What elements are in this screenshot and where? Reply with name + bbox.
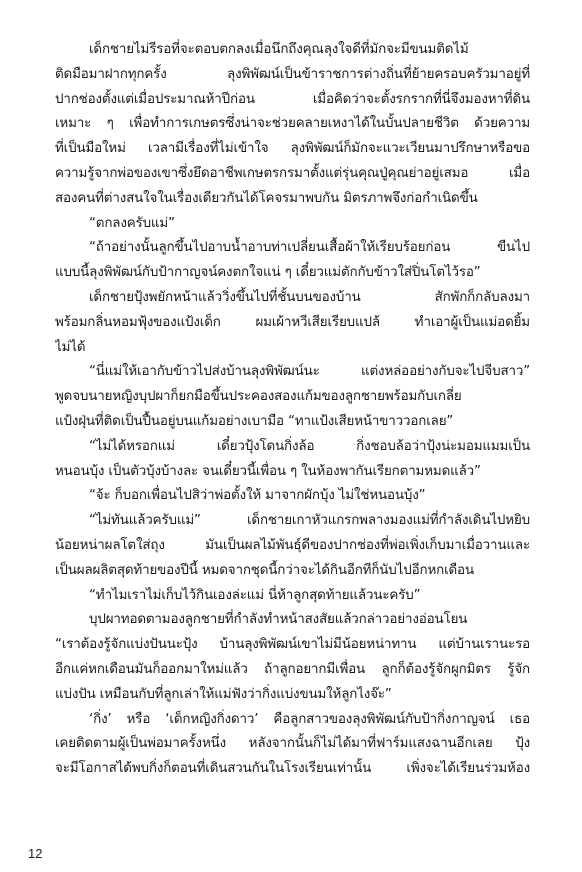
body-text — [55, 38, 530, 782]
text-line: ‘กิ่ง’ หรือ ‘เด็กหญิงกิ่งดาว’ คือลูกสาวของลุงพิพัฒน์กับป้ากิ่งกาญจน์ เธอ — [89, 711, 530, 727]
page-number: 12 — [28, 846, 43, 861]
text-line: จะมีโอกาสได้พบกิ่งก็ตอนที่เดินสวนกันในโรงเรียนเท่านั้น เพิ่งจะได้เรียนร่วมห้อง — [55, 761, 530, 777]
text-line: เคยติดตามผู้เป็นพ่อมาครั้งหนึ่ง หลังจากนั้นก็ไม่ได้มาที่ฟาร์มแสงฉานอีกเลย ปุ้ง — [55, 736, 530, 752]
text-line: เป็นผลผลิตสุดท้ายของปีนี้ หมดจากชุดนี้กว่าจะได้กินอีกทีก็นับไปอีกหกเดือน — [55, 562, 474, 578]
text-line: อีกแค่หกเดือนมันก็ออกมาใหม่แล้ว ถ้าลูกอยากมีเพื่อน ลูกก็ต้องรู้จักผูกมิตร รู้จัก — [55, 661, 530, 677]
text-line: ที่เป็นมือใหม่ เวลามีเรื่องที่ไม่เข้าใจ ลุงพิพัฒน์ก็มักจะแวะเวียนมาปรึกษาหรือขอ — [55, 141, 530, 157]
text-line: “ตกลงครับแม่” — [89, 215, 175, 231]
text-line: ไม่ได้ — [55, 339, 86, 355]
text-line: แบ่งปัน เหมือนกับที่ลูกเล่าให้แม่ฟังว่ากิ่งแบ่งขนมให้ลูกไงจ๊ะ” — [55, 686, 392, 702]
text-line: แป้งฝุ่นที่ติดเป็นปื้นอยู่บนแก้มอย่างเบามือ “ทาแป้งเสียหน้าขาววอกเลย” — [55, 413, 454, 429]
text-line: เด็กชายปุ้งพยักหน้าแล้ววิ่งขึ้นไปที่ชั้นบนของบ้าน สักพักก็กลับลงมา — [89, 289, 530, 305]
text-line: เหมาะ ๆ เพื่อทำการเกษตรซึ่งน่าจะช่วยคลายเหงาได้ในบั้นปลายชีวิต ด้วยความ — [55, 116, 530, 132]
text-line: พร้อมกลิ่นหอมฟุ้งของแป้งเด็ก ผมเผ้าหวีเสียเรียบแปล้ ทำเอาผู้เป็นแม่อดยิ้ม — [55, 314, 530, 330]
text-line: หนอนบุ้ง เป็นตัวบุ้งบ้างละ จนเดี๋ยวนี้เพื่อน ๆ ในห้องพากันเรียกตามหมดแล้ว” — [55, 463, 481, 479]
text-line: พูดจบนายหญิงบุปผาก็ยกมือขึ้นประคองสองแก้มของลูกชายพร้อมกับเกลี่ย — [55, 389, 462, 405]
text-line: ติดมือมาฝากทุกครั้ง ลุงพิพัฒน์เป็นข้าราชการต่างถิ่นที่ย้ายครอบครัวมาอยู่ที่ — [55, 66, 530, 82]
text-line: น้อยหน่าผลโตใส่ถุง มันเป็นผลไม้พันธุ์ดีของปากช่องที่พ่อเพิ่งเก็บมาเมื่อวานและ — [55, 537, 530, 553]
text-line: “ทำไมเราไม่เก็บไว้กินเองล่ะแม่ นี่ห้าลูกสุดท้ายแล้วนะครับ” — [89, 587, 421, 603]
text-line: “ถ้าอย่างนั้นลูกขึ้นไปอาบน้ำอาบท่าเปลี่ยนเสื้อผ้าให้เรียบร้อยก่อน ขืนไป — [89, 240, 530, 256]
text-line: “ไม่ได้หรอกแม่ เดี๋ยวปุ้งโดนกิ่งล้อ กิ่งชอบล้อว่าปุ้งน่ะมอมแมมเป็น — [89, 438, 530, 454]
text-line: แบบนี้ลุงพิพัฒน์กับป้ากาญจน์คงตกใจแน่ ๆ เดี๋ยวแม่ตักกับข้าวใส่ปิ่นโตไว้รอ” — [55, 265, 481, 281]
text-line: ความรู้จากพ่อของเขาซึ่งยึดอาชีพเกษตรกรมาตั้งแต่รุ่นคุณปู่คุณย่าอยู่เสมอ เมื่อ — [55, 165, 530, 181]
text-line: “เราต้องรู้จักแบ่งปันนะปุ้ง บ้านลุงพิพัฒน์เขาไม่มีน้อยหน่าทาน แต่บ้านเรานะรอ — [55, 637, 530, 653]
text-line: “จ้ะ ก็บอกเพื่อนไปสิว่าพ่อตั้งให้ มาจากผักบุ้ง ไม่ใช่หนอนบุ้ง” — [89, 488, 426, 504]
text-line: “นี่แม่ให้เอากับข้าวไปส่งบ้านลุงพิพัฒน์นะ แต่งหล่ออย่างกับจะไปจีบสาว” — [89, 364, 530, 380]
text-line: ปากช่องตั้งแต่เมื่อประมาณห้าปีก่อน เมื่อคิดว่าจะตั้งรกรากที่นี่จึงมองหาที่ดิน — [55, 91, 530, 107]
text-line: บุปผาทอดตามองลูกชายที่กำลังทำหน้าสงสัยแล้วกล่าวอย่างอ่อนโยน — [89, 612, 468, 628]
text-line: “ไม่ทันแล้วครับแม่” เด็กชายเกาหัวแกรกพลางมองแม่ที่กำลังเดินไปหยิบ — [89, 513, 530, 529]
text-line: สองคนที่ต่างสนใจในเรื่องเดียวกันได้โคจรมาพบกัน มิตรภาพจึงก่อกำเนิดขึ้น — [55, 190, 478, 206]
text-line: เด็กชายไม่รีรอที่จะตอบตกลงเมื่อนึกถึงคุณลุงใจดีที่มักจะมีขนมติดไม้ — [89, 42, 469, 57]
